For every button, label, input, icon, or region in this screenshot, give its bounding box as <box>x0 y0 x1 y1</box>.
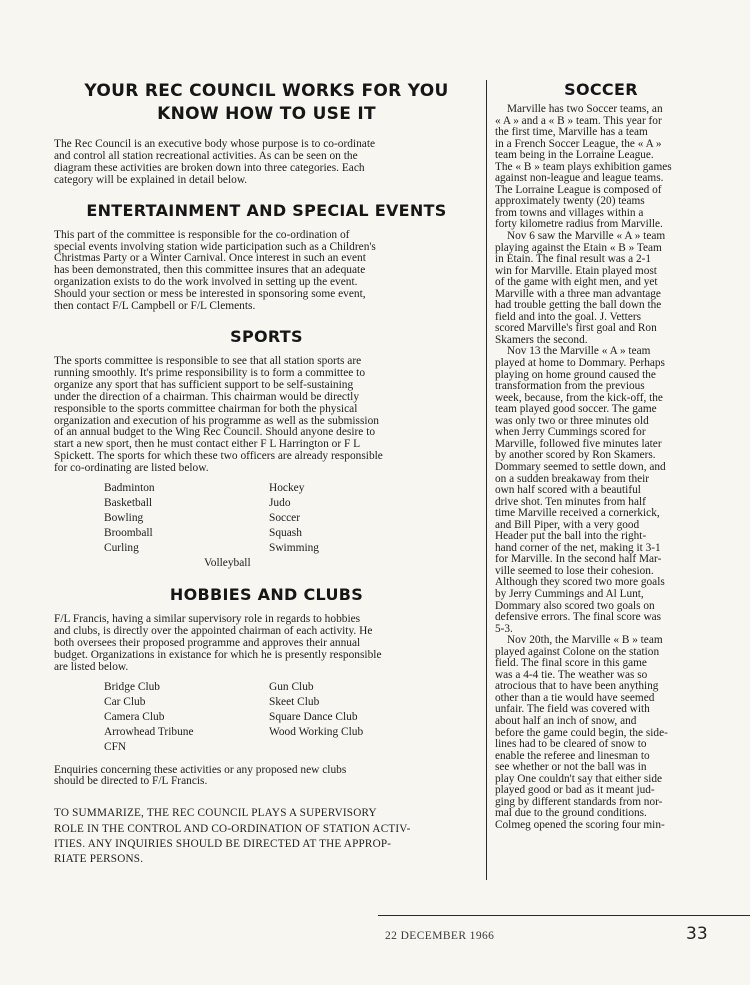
text-line: played good or bad as it meant jud- <box>495 784 655 797</box>
text-line: Marville has two Soccer teams, an <box>507 103 663 115</box>
text-line: by another scored by Ron Skamers. <box>495 449 656 462</box>
text-line: and clubs, is directly over the appointed chairman of each activity. He <box>54 624 373 637</box>
text-line: Colmeg opened the scoring four min- <box>495 818 665 831</box>
text-line: Spickett. The sports for which these two officers are already responsible <box>54 450 383 463</box>
sport-item: Badminton <box>104 482 155 495</box>
text-line: organize any sport that has sufficient support to be self-sustaining <box>54 378 354 391</box>
text-line: Header put the ball into the right- <box>495 530 647 543</box>
text-line: approximately twenty (20) teams <box>495 195 645 208</box>
text-line: ITIES. ANY INQUIRIES SHOULD BE DIRECTED AT THE APPROP- <box>54 837 392 850</box>
main-title-line-1: YOUR REC COUNCIL WORKS FOR YOU <box>84 81 449 101</box>
text-line: atrocious that to have been anything <box>495 680 659 693</box>
right-column <box>495 80 707 831</box>
text-line: unfair. The field was covered with <box>495 703 650 716</box>
text-line: then contact F/L Campbell or F/L Clements. <box>54 300 256 313</box>
text-line: for co-ordinating are listed below. <box>54 462 209 475</box>
text-line: played at home to Dommary. Perhaps <box>495 357 665 370</box>
text-line: about half an inch of snow, and <box>495 714 637 727</box>
club-item: Gun Club <box>269 680 314 693</box>
text-line: played against Colone on the station <box>495 645 660 658</box>
text-line: team played good soccer. The game <box>495 403 657 416</box>
text-line: and Bill Piper, with a very good <box>495 518 640 531</box>
text-line: against non-league and league teams. <box>495 172 664 185</box>
sport-item: Hockey <box>269 482 305 495</box>
text-line: under the direction of a chairman. This chairman would be directly <box>54 390 360 403</box>
text-line: see whether or not the ball was in <box>495 761 647 774</box>
main-title <box>54 80 479 126</box>
text-line: 5-3. <box>495 622 513 635</box>
text-line: playing on home ground caused the <box>495 368 656 381</box>
soccer-paragraph <box>495 635 707 831</box>
hobbies-heading: HOBBIES AND CLUBS <box>169 585 364 605</box>
text-line: for Marville. In the second half Mar- <box>495 553 662 566</box>
text-line: play One couldn't say that either side <box>495 772 663 785</box>
text-line: own half scored with a beautiful <box>495 484 641 497</box>
club-item: Camera Club <box>104 710 165 723</box>
sport-item: Broomball <box>104 527 153 540</box>
text-line: of an annual budget to the Wing Rec Council. Should anyone desire to <box>54 426 376 439</box>
text-line: Dommary also scored two goals on <box>495 599 655 612</box>
text-line: organization and execution of his programme as well as the submission <box>54 414 379 427</box>
text-line: This part of the committee is responsible for the co-ordination of <box>54 228 350 241</box>
text-line: « A » and a « B » team. This year for <box>495 114 662 127</box>
text-line: had trouble getting the ball down the <box>495 299 662 312</box>
sport-item: Judo <box>269 497 291 510</box>
sports-list <box>104 481 479 556</box>
text-line: TO SUMMARIZE, THE REC COUNCIL PLAYS A SUPERVISORY <box>54 807 377 820</box>
text-line: mal due to the ground conditions. <box>495 807 647 820</box>
text-line: lines had to be cleared of snow to <box>495 738 647 751</box>
text-line: special events involving station wide participation such as a Children's <box>54 240 376 253</box>
text-line: should be directed to F/L Francis. <box>54 775 208 788</box>
soccer-paragraph <box>495 104 707 231</box>
sport-item: Swimming <box>269 542 320 555</box>
club-item: Bridge Club <box>104 680 161 693</box>
text-line: has been demonstrated, then this committee insures that an adequate <box>54 264 366 277</box>
text-line: time Marville received a cornerkick, <box>495 507 660 520</box>
text-line: win for Marville. Etain played most <box>495 264 657 277</box>
text-line: ville seemed to lose their cohesion. <box>495 564 654 577</box>
hobbies-paragraph <box>54 614 479 674</box>
text-line: field. The final score in this game <box>495 657 647 670</box>
text-line: The Lorraine League is composed of <box>495 183 662 196</box>
text-line: start a new sport, then he must contact either F L Harrington or F L <box>54 438 361 451</box>
column-divider <box>486 80 487 880</box>
text-line: The Rec Council is an executive body whose purpose is to co-ordinate <box>54 138 376 150</box>
text-line: enable the referee and linesman to <box>495 749 650 762</box>
text-line: team being in the Lorraine League. <box>495 149 654 162</box>
text-line: budget. Organizations in existance for which he is presently responsible <box>54 648 382 661</box>
text-line: ging by different standards from nor- <box>495 795 663 808</box>
club-item <box>269 740 439 755</box>
text-line: from towns and villages within a <box>495 206 644 219</box>
text-line: F/L Francis, having a similar supervisory role in regards to hobbies <box>54 613 361 626</box>
soccer-paragraph <box>495 231 707 346</box>
text-line: running smoothly. It's prime responsibility is to form a committee to <box>54 366 366 379</box>
text-line: other than a tie would have seemed <box>495 691 655 704</box>
sport-item: Bowling <box>104 512 144 525</box>
sport-item: Soccer <box>269 512 300 525</box>
text-line: ROLE IN THE CONTROL AND CO-ORDINATION OF STATION ACTIV- <box>54 822 411 835</box>
club-item: Wood Working Club <box>269 725 364 738</box>
club-item: Skeet Club <box>269 695 320 708</box>
text-line: field and into the goal. J. Vetters <box>495 310 641 323</box>
text-line: Dommary seemed to settle down, and <box>495 460 666 473</box>
text-line: Skamers the second. <box>495 333 588 346</box>
text-line: forty kilometre radius from Marville. <box>495 218 663 231</box>
entertainment-paragraph <box>54 230 479 313</box>
intro-paragraph <box>54 139 479 187</box>
text-line: transformation from the previous <box>495 380 645 393</box>
text-line: Nov 6 saw the Marville « A » team <box>507 230 666 243</box>
text-line: Marville with a three man advantage <box>495 287 661 300</box>
text-line: playing against the Etain « B » Team <box>495 241 662 254</box>
sports-heading: SPORTS <box>230 326 303 346</box>
text-line: Christmas Party or a Winter Carnival. Once interest in such an event <box>54 252 366 265</box>
text-line: was a 4-4 tie. The weather was so <box>495 668 648 681</box>
club-item: Square Dance Club <box>269 710 358 723</box>
text-line: Nov 20th, the Marville « B » team <box>507 634 663 647</box>
text-line: week, because, from the kick-off, the <box>495 391 663 404</box>
text-line: by Jerry Cummings and Al Lunt, <box>495 587 644 600</box>
issue-date: 22 DECEMBER 1966 <box>385 930 495 942</box>
summary-paragraph <box>54 806 479 867</box>
sport-item: Squash <box>269 527 302 540</box>
text-line: on a sudden breakaway from their <box>495 472 650 485</box>
text-line: of the game with eight men, and yet <box>495 276 658 289</box>
text-line: and control all station recreational activities. As can be seen on the <box>54 149 358 162</box>
sport-item-center: Volleyball <box>204 557 251 570</box>
text-line: before the game could begin, the side- <box>495 726 668 739</box>
text-line: RIATE PERSONS. <box>54 852 144 865</box>
club-item: CFN <box>104 740 127 753</box>
text-line: responsible to the sports committee chairman for both the physical <box>54 402 358 415</box>
text-line: in a French Soccer League, the « A » <box>495 137 662 150</box>
text-line: scored Marville's first goal and Ron <box>495 322 657 335</box>
text-line: drive shot. Ten minutes from half <box>495 495 646 508</box>
text-line: Marville, followed five minutes later <box>495 437 662 450</box>
footer-rule <box>378 915 750 916</box>
text-line: defensive errors. The final score was <box>495 611 662 624</box>
text-line: was only two or three minutes old <box>495 414 649 427</box>
soccer-paragraph <box>495 346 707 635</box>
enquiries-paragraph <box>54 765 479 789</box>
text-line: Although they scored two more goals <box>495 576 665 589</box>
text-line: Enquiries concerning these activities or any proposed new clubs <box>54 763 347 776</box>
text-line: the first time, Marville has a team <box>495 126 648 139</box>
text-line: in Etain. The final result was a 2-1 <box>495 253 652 266</box>
text-line: category will be explained in detail below. <box>54 173 248 186</box>
soccer-article <box>495 104 707 831</box>
text-line: The « B » team plays exhibition games <box>495 160 672 173</box>
text-line: hand corner of the net, making it 3-1 <box>495 541 661 554</box>
left-column <box>54 80 479 867</box>
page-number: 33 <box>686 924 708 944</box>
text-line: diagram these activities are broken down into three categories. Each <box>54 161 365 174</box>
club-item: Car Club <box>104 695 146 708</box>
text-line: both oversees their proposed programme and approves their annual <box>54 636 361 649</box>
text-line: organization exists to do the work involved in setting up the event. <box>54 276 358 289</box>
clubs-list <box>104 680 479 755</box>
sports-paragraph <box>54 356 479 475</box>
text-line: Should your section or mess be interested in sponsoring some event, <box>54 288 366 301</box>
club-item: Arrowhead Tribune <box>104 725 194 738</box>
text-line: Nov 13 the Marville « A » team <box>507 345 651 358</box>
sport-item: Basketball <box>104 497 153 510</box>
text-line: are listed below. <box>54 660 129 673</box>
main-title-line-2: KNOW HOW TO USE IT <box>157 104 376 124</box>
entertainment-heading: ENTERTAINMENT AND SPECIAL EVENTS <box>86 200 447 220</box>
text-line: when Jerry Cummings scored for <box>495 426 646 439</box>
text-line: The sports committee is responsible to see that all station sports are <box>54 354 362 367</box>
sport-item: Curling <box>104 542 139 555</box>
soccer-heading: SOCCER <box>564 80 638 99</box>
